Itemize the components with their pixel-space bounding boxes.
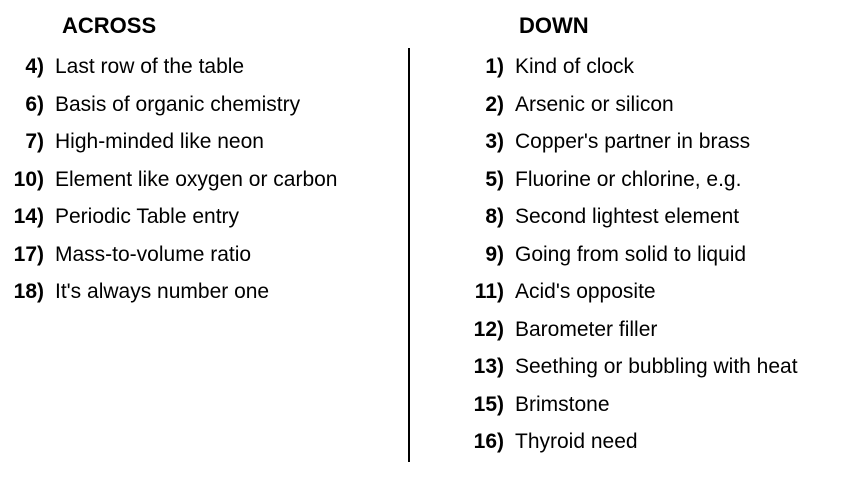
across-clue [0,273,400,311]
clue-text: Basis of organic chemistry [55,92,301,116]
clue-number: 16) [473,430,504,453]
clue-text: Fluorine or chlorine, e.g. [515,167,742,191]
clue-text: Acid's opposite [515,280,656,303]
clue-number: 17) [13,242,44,266]
across-clue [0,198,400,236]
clue-number: 10) [13,167,44,191]
clue-text: Barometer filler [515,317,658,341]
clue-text: Going from solid to liquid [515,242,747,266]
clue-text: Seething or bubbling with heat [515,355,798,378]
clue-number: 18) [13,280,44,303]
across-heading: ACROSS [62,13,157,38]
down-clue [458,236,848,274]
clue-text: Second lightest element [515,205,740,228]
clue-text: Brimstone [515,392,610,416]
clue-number: 6) [25,92,44,116]
clue-number: 1) [485,55,504,78]
clue-number: 3) [485,130,504,153]
clue-text: Periodic Table entry [55,205,240,228]
down-clue [458,86,848,124]
down-clue [458,423,848,461]
down-clue [458,161,848,199]
clue-number: 4) [25,55,44,78]
across-clue [0,86,400,124]
across-clue [0,48,400,86]
across-clue-list [0,48,400,311]
down-clue [458,386,848,424]
across-clue [0,161,400,199]
down-clue [458,348,848,386]
down-clue [458,198,848,236]
clue-number: 11) [474,280,504,303]
clue-number: 12) [473,317,504,341]
down-clue-list [458,48,848,461]
down-clue [458,273,848,311]
clue-text: Thyroid need [515,430,638,453]
clue-text: Last row of the table [55,55,245,78]
clue-number: 7) [25,130,44,153]
clue-text: High-minded like neon [55,130,264,153]
clue-text: Element like oxygen or carbon [55,167,338,191]
clue-number: 14) [13,205,44,228]
clue-text: It's always number one [55,280,270,303]
across-clue [0,236,400,274]
down-clue [458,48,848,86]
down-clue [458,123,848,161]
clue-number: 9) [485,242,504,266]
clue-text: Copper's partner in brass [515,130,751,153]
clue-text: Mass-to-volume ratio [55,242,252,266]
across-clue [0,123,400,161]
clue-text: Arsenic or silicon [515,92,674,116]
clue-number: 8) [485,205,504,228]
clue-number: 2) [485,92,504,116]
down-clue [458,311,848,349]
clue-number: 5) [485,167,504,191]
down-heading: DOWN [519,13,589,38]
clue-text: Kind of clock [515,55,635,78]
column-divider [408,48,410,462]
clue-number: 15) [473,392,504,416]
clue-number: 13) [473,355,504,378]
